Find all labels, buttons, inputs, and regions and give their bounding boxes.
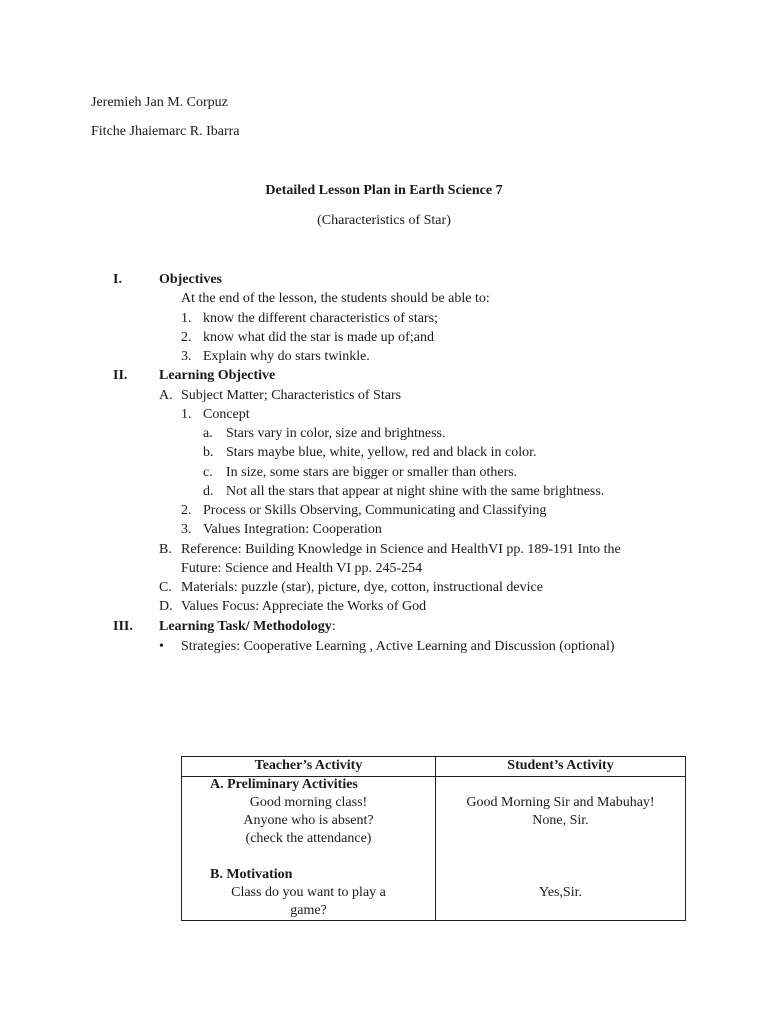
list-number: 3. <box>181 522 192 537</box>
section-3-heading: Learning Task/ Methodology <box>159 619 332 634</box>
list-letter: D. <box>159 599 173 614</box>
objective-number: 2. <box>181 330 192 345</box>
author-name-2: Fitche Jhaiemarc R. Ibarra <box>91 124 240 139</box>
section-3-colon: : <box>331 619 336 634</box>
concept-item: Stars maybe blue, white, yellow, red and black in color. <box>226 445 537 460</box>
objective-item: Explain why do stars twinkle. <box>203 349 370 364</box>
student-line: Yes,Sir. <box>539 885 582 900</box>
section-2-numeral: II. <box>113 368 128 383</box>
objective-item: know the different characteristics of stars; <box>203 311 438 326</box>
table-header-row <box>182 757 686 777</box>
list-letter: d. <box>203 484 214 499</box>
teacher-activity-cell <box>182 777 436 921</box>
section-1-numeral: I. <box>113 272 122 287</box>
teacher-line: game? <box>290 903 327 918</box>
table-row <box>182 777 686 921</box>
bullet-icon: • <box>159 639 164 654</box>
materials: Materials: puzzle (star), picture, dye, cotton, instructional device <box>181 580 543 595</box>
list-letter: a. <box>203 426 213 441</box>
section-2-heading: Learning Objective <box>159 368 276 383</box>
concept-label: Concept <box>203 407 250 422</box>
student-line: None, Sir. <box>532 813 589 828</box>
list-number: 1. <box>181 407 192 422</box>
activity-table <box>181 756 686 921</box>
teacher-line: Anyone who is absent? <box>243 813 374 828</box>
concept-item: Not all the stars that appear at night shine with the same brightness. <box>226 484 605 499</box>
objective-number: 3. <box>181 349 192 364</box>
objectives-intro: At the end of the lesson, the students should be able to: <box>181 291 490 306</box>
strategies: Strategies: Cooperative Learning , Active Learning and Discussion (optional) <box>181 639 615 654</box>
student-activity-cell <box>436 777 686 921</box>
concept-item: In size, some stars are bigger or smaller than others. <box>226 465 518 480</box>
list-letter: c. <box>203 465 213 480</box>
subject-matter: Subject Matter; Characteristics of Stars <box>181 388 402 403</box>
teacher-line: Class do you want to play a <box>231 885 386 900</box>
values-integration: Values Integration: Cooperation <box>203 522 382 537</box>
student-activity-header: Student’s Activity <box>436 757 686 777</box>
objective-item: know what did the star is made up of;and <box>203 330 434 345</box>
values-focus: Values Focus: Appreciate the Works of God <box>181 599 427 614</box>
process-skills: Process or Skills Observing, Communicating and Classifying <box>203 503 547 518</box>
reference: Reference: Building Knowledge in Science and HealthVI pp. 189-191 Into the <box>181 542 621 557</box>
section-3-heading-wrap <box>159 618 336 636</box>
section-3-numeral: III. <box>113 619 133 634</box>
motivation-heading: B. Motivation <box>210 867 293 882</box>
objective-number: 1. <box>181 311 192 326</box>
reference-continued: Future: Science and Health VI pp. 245-254 <box>181 561 423 576</box>
list-letter: C. <box>159 580 172 595</box>
preliminary-activities-heading: A. Preliminary Activities <box>210 777 358 792</box>
list-number: 2. <box>181 503 192 518</box>
author-name-1: Jeremieh Jan M. Corpuz <box>91 95 228 110</box>
document-subtitle: (Characteristics of Star) <box>317 213 451 228</box>
list-letter: b. <box>203 445 214 460</box>
teacher-activity-header: Teacher’s Activity <box>182 757 436 777</box>
teacher-line: Good morning class! <box>249 795 368 810</box>
list-letter: A. <box>159 388 173 403</box>
student-line: Good Morning Sir and Mabuhay! <box>466 795 655 810</box>
section-1-heading: Objectives <box>159 272 222 287</box>
concept-item: Stars vary in color, size and brightness. <box>226 426 446 441</box>
document-title: Detailed Lesson Plan in Earth Science 7 <box>265 183 503 198</box>
teacher-line: (check the attendance) <box>245 831 372 846</box>
list-letter: B. <box>159 542 172 557</box>
